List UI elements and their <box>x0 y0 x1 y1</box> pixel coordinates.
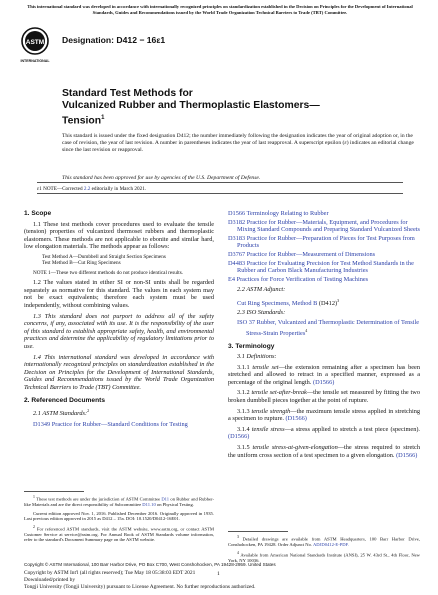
ref-item <box>228 235 420 250</box>
ref-code-link[interactable]: D3182 <box>228 218 246 226</box>
page-number: 1 <box>217 571 220 577</box>
definition-number: 3.1.2 <box>237 389 250 397</box>
ref-code-link[interactable]: D3183 <box>228 234 246 242</box>
committee-d11-link[interactable]: D11 <box>161 496 170 502</box>
ref-code-link[interactable]: D3767 <box>228 250 246 258</box>
editorial-note: ε1 NOTE—Corrected 2.2 editorially in March 2021. <box>37 186 147 192</box>
definition-number: 3.1.3 <box>237 407 250 415</box>
ref-item <box>228 210 420 218</box>
definition <box>228 408 420 423</box>
method-b: Test Method B—Cut Ring Specimens <box>42 260 121 267</box>
right-column <box>228 210 420 462</box>
ref-title-link[interactable]: Practice for Rubber—Preparation of Pieces for Test Purposes from Products <box>237 234 415 250</box>
document-title <box>62 88 392 127</box>
reference-list <box>228 210 420 283</box>
astm-adjunct-heading: 2.2 ASTM Adjunct: <box>237 286 286 294</box>
adjunct-order-link[interactable]: ADJD0412-E-PDF. <box>312 542 349 548</box>
ref-title-link[interactable]: Practice for Rubber—Measurement of Dimensions <box>246 250 376 258</box>
divider <box>37 182 403 183</box>
ref-item <box>228 219 420 234</box>
footnote-rule <box>228 531 288 532</box>
ref-code-link[interactable]: D1566 <box>228 210 246 217</box>
definition-number: 3.1.1 <box>237 363 250 371</box>
section-2-2-link[interactable]: 2.2 <box>83 186 91 192</box>
definition-term: tensile strength <box>251 407 291 415</box>
definition <box>228 444 420 459</box>
definition <box>228 389 420 404</box>
referenced-documents-heading: 2. Referenced Documents <box>24 396 105 404</box>
definition-text: —the tensile set measured by fitting the two broken dumbbell pieces together at the point of rupture. <box>228 389 420 405</box>
footnote-4: $^4$ Available from American National Standards Institute (ANSI), 25 W. 43rd St., 4th Floor, New York, NY 10036. <box>228 550 420 563</box>
definition <box>228 426 420 441</box>
ref-d1349-link[interactable]: D1349 <box>33 420 51 428</box>
definitions-heading: 3.1 Definitions: <box>237 353 277 361</box>
definition-number: 3.1.5 <box>237 444 250 452</box>
definition-term: tensile set <box>252 363 279 371</box>
scope-heading: 1. Scope <box>24 210 52 217</box>
definition-ref-link[interactable]: (D1566) <box>312 378 335 386</box>
left-column <box>24 210 214 429</box>
title-line-1: Standard Test Methods for <box>62 88 193 99</box>
definition-ref-link[interactable]: (D1566) <box>285 415 307 423</box>
title-line-2: Vulcanized Rubber and Thermoplastic Elastomers— <box>62 100 320 111</box>
definition <box>228 364 420 387</box>
definition-ref-link[interactable]: (D1566) <box>228 433 250 441</box>
iso-37-item: ISO 37 Rubber, Vulcanized and Thermoplastic Determination of Tensile Stress-Strain Properties$^4$ <box>237 319 420 337</box>
ref-title-link[interactable]: Practices for Force Verification of Testing Machines <box>236 275 369 283</box>
terminology-heading: 3. Terminology <box>228 342 275 350</box>
paragraph-1-1: 1.1 These test methods cover procedures used to evaluate the tensile (tension) properties of vulcanized thermoset rubbers and thermoplastic elastomers. These methods are not applicable to ebonite and similar hard, low elongation materials. The methods appear as follows: <box>24 220 214 251</box>
ref-item <box>228 260 420 275</box>
iso-standards-heading: 2.3 ISO Standards: <box>237 308 286 316</box>
definition-text: —the extension remaining after a specimen has been stretched and allowed to retract in a specified manner, expressed as a percentage of the original length. <box>228 363 420 386</box>
footnote-2: $^2$ For referenced ASTM standards, visit the ASTM website, www.astm.org, or contact ASTM Customer Service at service@astm.org. For Annual Book of ASTM Standards volume information, refer to the standard's Document Summary page on the ASTM website. <box>24 524 215 543</box>
dod-approval-note: This standard has been approved for use by agencies of the U.S. Department of Defense. <box>62 175 261 181</box>
method-a: Test Method A—Dumbbell and Straight Section Specimens <box>42 253 166 260</box>
license-line-3: Tongji University (Tongji University) pursuant to License Agreement. No further reproductions authorized. <box>24 584 256 590</box>
svg-text:ASTM: ASTM <box>25 39 45 46</box>
divider <box>37 193 403 194</box>
cut-ring-link[interactable]: Cut Ring Specimens, Method B <box>237 300 318 308</box>
definition-text: —the stress required to stretch the uniform cross section of a test specimen to a given elongation. <box>228 444 420 459</box>
definition-ref-link[interactable]: (D1566) <box>396 451 418 459</box>
footnote-1: $^1$ These test methods are under the jurisdiction of ASTM Committee D11 on Rubber and Rubber-like Materials and are the direct responsibility of Subcommittee D11.10 on Physical Testing. <box>24 495 214 508</box>
paragraph-1-2: 1.2 The values stated in either SI or non-SI units shall be regarded separately as normative for this standard. The values in each system may not be exact equivalents; therefore each system must be used independently, without combining values. <box>24 279 214 309</box>
paragraph-1-4: 1.4 This international standard was developed in accordance with internationally recognized principles on standardization established in the Decision on Principles for the Development of International Standards, Guides and Recommendations issued by the World Trade Organization Technical Barriers to Trade (TBT) Committee. <box>24 353 214 391</box>
definition-term: tensile set-after-break <box>251 389 307 397</box>
astm-logo <box>20 26 50 66</box>
ref-code-link[interactable]: D4483 <box>228 259 246 267</box>
definition-number: 3.1.4 <box>237 425 250 433</box>
ref-code-link[interactable]: E4 <box>228 275 235 283</box>
subcommittee-link[interactable]: D11.10 <box>142 502 156 508</box>
ref-title-link[interactable]: Practice for Evaluating Precision for Test Method Standards in the Rubber and Carbon Black Manufacturing Industries <box>237 259 414 275</box>
ref-d1349: D1349 Practice for Rubber—Standard Conditions for Testing <box>33 420 188 428</box>
definition-text: —a stress applied to stretch a test piece (specimen). <box>284 425 421 433</box>
method-list <box>24 254 214 267</box>
paragraph-1-3: 1.3 This standard does not purport to address all of the safety concerns, if any, associated with its use. It is the responsibility of the user of this standard to establish appropriate safety, health, and environmental practices and determine the applicability of regulatory limitations prior to use. <box>24 312 214 350</box>
right-footnotes <box>228 526 420 566</box>
license-line-1: Copyright by ASTM Int'l (all rights reserved); Tue May 18 05:38:03 EDT 2021 <box>24 570 196 576</box>
ref-title-link[interactable]: Terminology Relating to Rubber <box>246 210 329 217</box>
definition-term: tensile stress-at-given-elongation <box>252 444 338 452</box>
note-1: NOTE 1—These two different methods do not produce identical results. <box>33 269 184 276</box>
left-footnotes <box>24 486 214 546</box>
iso-37-link[interactable]: ISO 37 <box>237 319 256 327</box>
ref-item <box>228 251 420 259</box>
wto-notice: This international standard was developed in accordance with internationally recognized principles on standardization established in the Decision on Principles for the Development of International Standards, Guides and Recommendations issued by the World Trade Organization Technical Barriers to Trade (TBT) Committee. <box>27 4 413 15</box>
footnote-3: $^3$ Detailed drawings are available from ASTM Headquarters, 100 Barr Harbor Drive, Conshohocken, PA 19428. Order Adjunct No. ADJD0412-E-PDF. <box>228 535 420 548</box>
definition-text: —the maximum tensile stress applied in stretching a specimen to rupture. <box>228 407 420 423</box>
footnote-rule <box>24 491 84 492</box>
logo-caption: INTERNATIONAL <box>20 59 50 63</box>
copyright-line: Copyright © ASTM International, 100 Barr Harbor Drive, PO Box C700, West Conshohocken, PA 19428-2959. United States <box>24 562 276 567</box>
astm-standards-heading: 2.1 ASTM Standards:$^2$ <box>33 408 90 418</box>
license-line-2: Downloaded/printed by <box>24 577 76 583</box>
adjunct-item: Cut Ring Specimens, Method B $(D412)^3$ <box>237 297 340 308</box>
ref-title-link[interactable]: Practice for Rubber—Materials, Equipment, and Procedures for Mixing Standard Compounds and Preparing Standard Vulcanized Sheets <box>237 218 420 234</box>
title-line-3: Tension$^1$ <box>62 115 105 127</box>
designation: Designation: D412 − 16ε1 <box>62 35 166 45</box>
definition-term: tensile stress <box>251 425 285 433</box>
issuance-note: This standard is issued under the fixed designation D412; the number immediately following the designation indicates the year of original adoption or, in the case of revision, the year of last revision. A number in parentheses indicates the year of last reapproval. A superscript epsilon (ε) indicates an editorial change since the last revision or reapproval. <box>62 133 414 153</box>
definitions-list <box>228 364 420 460</box>
footnote-1-edition: Current edition approved Nov. 1, 2016. Published December 2016. Originally approved in 1935. Last previous edition approved in 2015 as D412 – 15a. DOI: 10.1520/D0412-16E01. <box>24 510 214 522</box>
ref-item <box>228 276 420 284</box>
